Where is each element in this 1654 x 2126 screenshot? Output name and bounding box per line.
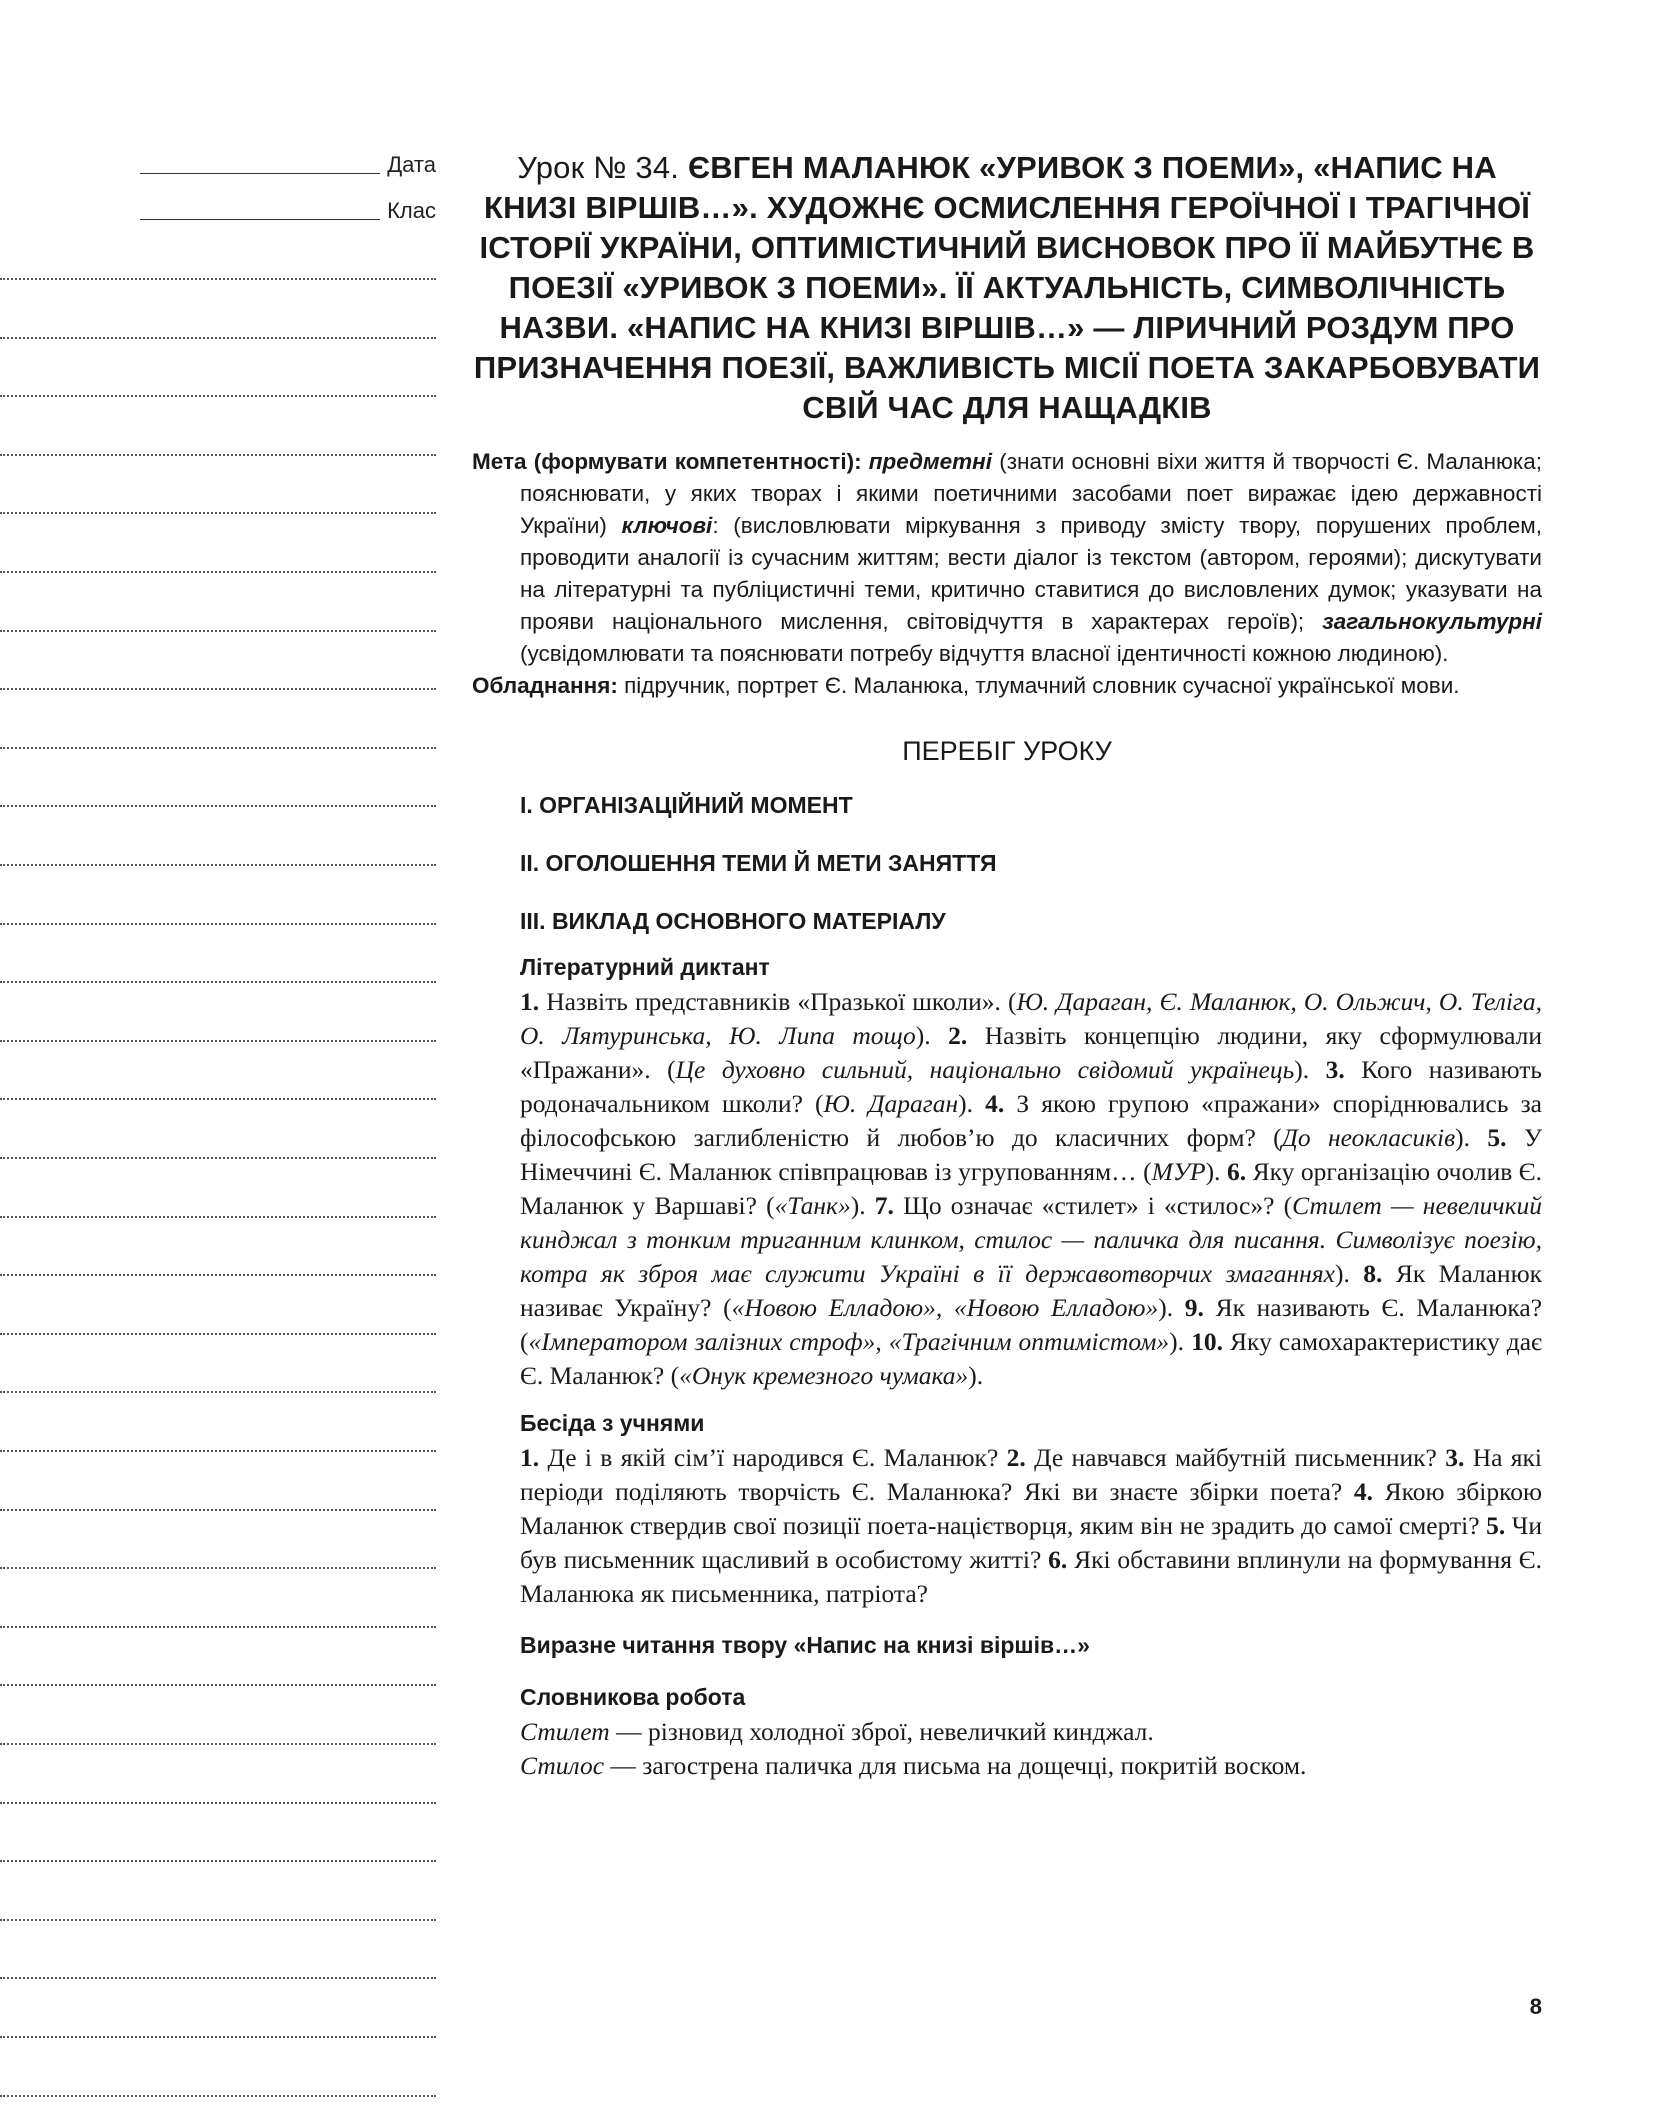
goal-paragraph — [472, 446, 1542, 670]
q3-text: Кого називають родоначальником школи? ( — [520, 1055, 1543, 1118]
equipment-label: Обладнання: — [472, 673, 618, 698]
vocabulary-entry-1 — [520, 1715, 1542, 1749]
q1-text: Назвіть представників «Празької школи». ( — [539, 987, 1017, 1016]
q9-number: 9. — [1173, 1293, 1204, 1322]
class-line — [140, 219, 380, 220]
q1-answer: Ю. Дараган, Є. Маланюк, О. Ольжич, О. Теліга, О. Лятуринська, Ю. Липа тощо — [520, 987, 1542, 1050]
q5-number: 5. — [1470, 1123, 1507, 1152]
note-line — [0, 1509, 436, 1511]
q3-answer: Ю. Дараган — [823, 1089, 959, 1118]
note-line — [0, 1098, 436, 1100]
dictation-heading: Літературний диктант — [520, 954, 770, 980]
page-number: 8 — [1529, 1994, 1542, 2019]
note-line — [0, 454, 436, 456]
note-line — [0, 630, 436, 632]
note-line — [0, 278, 436, 280]
q6-answer: «Танк» — [774, 1191, 851, 1220]
lesson-number: Урок № 34. — [517, 150, 680, 185]
class-label: Клас — [387, 198, 436, 223]
note-line — [0, 1040, 436, 1042]
note-line — [0, 337, 436, 339]
note-line — [0, 2036, 436, 2038]
note-line — [0, 1567, 436, 1569]
q8-answer: «Новою Елладою», «Новою Елладою» — [731, 1293, 1159, 1322]
def-stylos: — загострена паличка для письма на дощечці, покритій воском. — [604, 1751, 1307, 1780]
def-stylet: — різновид холодної зброї, невеличкий кинджал. — [609, 1717, 1154, 1746]
q7-answer: Стилет — невеличкий кинджал з тонким триганним клинком, стилос — паличка для писання. Символізує поезію, котра як зброя має служити Україні в її державотворчих змаганнях — [520, 1191, 1542, 1288]
goal-key-text: : (висловлювати міркування з приводу змісту твору, порушених проблем, проводити аналогії із сучасним життям; вести діалог із текстом (автором, героями); дискутувати на літературні та публіцистичні теми, критично ставитися до висловлених думок; указувати на прояви національного мислення, світовідчуття в характерах героїв); — [520, 513, 1542, 634]
note-line — [0, 1977, 436, 1979]
note-line — [0, 1802, 436, 1804]
q8-text: Як Маланюк називає Україну? ( — [520, 1259, 1543, 1322]
note-line — [0, 1860, 436, 1862]
conversation-text: 1. Де і в якій сім’ї народився Є. Маланюк? 2. Де навчався майбутній письменник? 3. На які періоди поділяють творчість Є. Маланюка? Які ви знаєте збірки поета? 4. Якою збіркою Маланюк ствердив свої позиції поета-націєтворця, яким він не зрадить до самої смерті? 5. Чи був письменник щасливий в особистому житті? 6. Які обставини вплинули на формування Є. Маланюка як письменника, патріота? — [520, 1443, 1543, 1608]
note-line — [0, 1157, 436, 1159]
q2-text: Назвіть концепцію людини, яку сформулювали «Пражани». ( — [520, 1021, 1542, 1084]
note-line — [0, 395, 436, 397]
vocabulary-heading: Словникова робота — [520, 1684, 746, 1710]
note-line — [0, 1919, 436, 1921]
note-line — [0, 2095, 436, 2097]
goal-subject-text: (знати основні віхи життя й творчості Є. Маланюка; пояснювати, у яких творах і якими поетичними засобами поет виражає ідею державності України) — [520, 449, 1542, 538]
note-line — [0, 864, 436, 866]
goal-subject-word: предметні — [868, 449, 992, 474]
q4-answer: До неокласиків — [1281, 1123, 1456, 1152]
q2-number: 2. — [930, 1021, 968, 1050]
vocabulary-entry-2 — [520, 1749, 1542, 1783]
equipment-text: підручник, портрет Є. Маланюка, тлумачний словник сучасної української мови. — [617, 673, 1460, 698]
q10-answer: «Онук кремезного чумака» — [679, 1361, 969, 1390]
note-line — [0, 981, 436, 983]
date-label: Дата — [387, 152, 436, 177]
section-3-heading: III. ВИКЛАД ОСНОВНОГО МАТЕРІАЛУ — [520, 908, 946, 934]
note-line — [0, 1684, 436, 1686]
note-line — [0, 1216, 436, 1218]
note-line — [0, 512, 436, 514]
goal-label: Мета (формувати компетентності): — [472, 449, 862, 474]
q8-number: 8. — [1349, 1259, 1383, 1288]
lesson-title — [472, 148, 1542, 428]
note-line — [0, 571, 436, 573]
term-stylos: Стилос — [520, 1751, 605, 1780]
q4-text: З якою групою «пражани» споріднювались за філософською заглибленістю й любов’ю до класичних форм? ( — [520, 1089, 1542, 1152]
section-1-heading: I. ОРГАНІЗАЦІЙНИЙ МОМЕНТ — [520, 792, 853, 818]
q5-text: У Німеччині Є. Маланюк співпрацював із угрупованням… ( — [520, 1123, 1542, 1186]
q5-answer: МУР — [1151, 1157, 1206, 1186]
q7-text: Що означає «стилет» і «стилос»? ( — [893, 1191, 1293, 1220]
goal-key-word: ключові — [621, 513, 713, 538]
lesson-title-text: ЄВГЕН МАЛАНЮК «УРИВОК З ПОЕМИ», «НАПИС НА КНИЗІ ВІРШІВ…». ХУДОЖНЄ ОСМИСЛЕННЯ ГЕРОЇЧНОЇ І ТРАГІЧНОЇ ІСТОРІЇ УКРАЇНИ, ОПТИМІСТИЧНИЙ ВИСНОВОК ПРО ЇЇ МАЙБУТНЄ В ПОЕЗІЇ «УРИВОК З ПОЕМИ». ЇЇ АКТУАЛЬНІСТЬ, СИМВОЛІЧНІСТЬ НАЗВИ. «НАПИС НА КНИЗІ ВІРШІВ…» — ЛІРИЧНИЙ РОЗДУМ ПРО ПРИЗНАЧЕННЯ ПОЕЗІЇ, ВАЖЛИВІСТЬ МІСІЇ ПОЕТА ЗАКАРБОВУВАТИ СВІЙ ЧАС ДЛЯ НАЩАДКІВ — [473, 150, 1541, 425]
q6-text: Яку організацію очолив Є. Маланюк у Варшаві? ( — [520, 1157, 1543, 1220]
note-line — [0, 1333, 436, 1335]
q1-number: 1. — [520, 987, 540, 1016]
left-margin — [0, 150, 440, 2050]
date-line — [140, 173, 380, 174]
q2-answer: Це духовно сильний, національно свідомий українець — [675, 1055, 1295, 1084]
q10-number: 10. — [1184, 1327, 1223, 1356]
q6-number: 6. — [1220, 1157, 1247, 1186]
equipment-paragraph — [472, 670, 1542, 702]
lesson-content — [472, 148, 1542, 1783]
class-field[interactable] — [140, 196, 440, 226]
note-line — [0, 1274, 436, 1276]
note-line — [0, 805, 436, 807]
note-line — [0, 747, 436, 749]
date-field[interactable] — [140, 150, 440, 180]
note-line — [0, 1743, 436, 1745]
section-2-heading: II. ОГОЛОШЕННЯ ТЕМИ Й МЕТИ ЗАНЯТТЯ — [520, 850, 997, 876]
note-line — [0, 1391, 436, 1393]
dictation-text: 1. Назвіть представників «Празької школи». (Ю. Дараган, Є. Маланюк, О. Ольжич, О. Теліга, О. Лятуринська, Ю. Липа тощо). 2. Назвіть концепцію людини, яку сформулювали «Пражани». (Це духовно сильний, національно свідомий українець). 3. Кого називають родоначальником школи? (Ю. Дараган). 4. З якою групою «пражани» споріднювались за філософською заглибленістю й любов’ю до класичних форм? (До неокласиків). 5. У Німеччині Є. Маланюк співпрацював із угрупованням… (МУР). 6. Яку організацію очолив Є. Маланюк у Варшаві? («Танк»). 7. Що означає «стилет» і «стилос»? (Стилет — невеличкий кинджал з тонким триганним клинком, стилос — паличка для писання. Символізує поезію, котра як зброя має служити Україні в її державотворчих змаганнях). 8. Як Маланюк називає Україну? («Новою Елладою», «Новою Елладою»). 9. Як називають Є. Маланюка? («Імператором залізних строф», «Трагічним оптимістом»). 10. Яку самохарактеристику дає Є. Маланюк? («Онук кремезного чумака»). — [520, 987, 1543, 1390]
note-line — [0, 688, 436, 690]
q9-answer: «Імператором залізних строф», «Трагічним оптимістом» — [528, 1327, 1170, 1356]
reading-heading: Виразне читання твору «Напис на книзі віршів…» — [520, 1632, 1090, 1658]
q9-text: Як називають Є. Маланюка? ( — [520, 1293, 1543, 1356]
q4-number: 4. — [973, 1089, 1005, 1118]
progress-title: ПЕРЕБІГ УРОКУ — [902, 736, 1112, 766]
q3-number: 3. — [1309, 1055, 1345, 1084]
note-line — [0, 923, 436, 925]
goal-culture-text: (усвідомлювати та пояснювати потребу відчуття власної ідентичності кожною людиною). — [520, 641, 1449, 666]
conversation-heading: Бесіда з учнями — [520, 1410, 705, 1436]
term-stylet: Стилет — [520, 1717, 610, 1746]
q10-text: Яку самохарактеристику дає Є. Маланюк? ( — [520, 1327, 1543, 1390]
note-line — [0, 1626, 436, 1628]
note-line — [0, 1450, 436, 1452]
lesson-meta — [472, 446, 1542, 702]
q7-number: 7. — [865, 1191, 894, 1220]
goal-culture-word: загальнокультурні — [1322, 609, 1542, 634]
